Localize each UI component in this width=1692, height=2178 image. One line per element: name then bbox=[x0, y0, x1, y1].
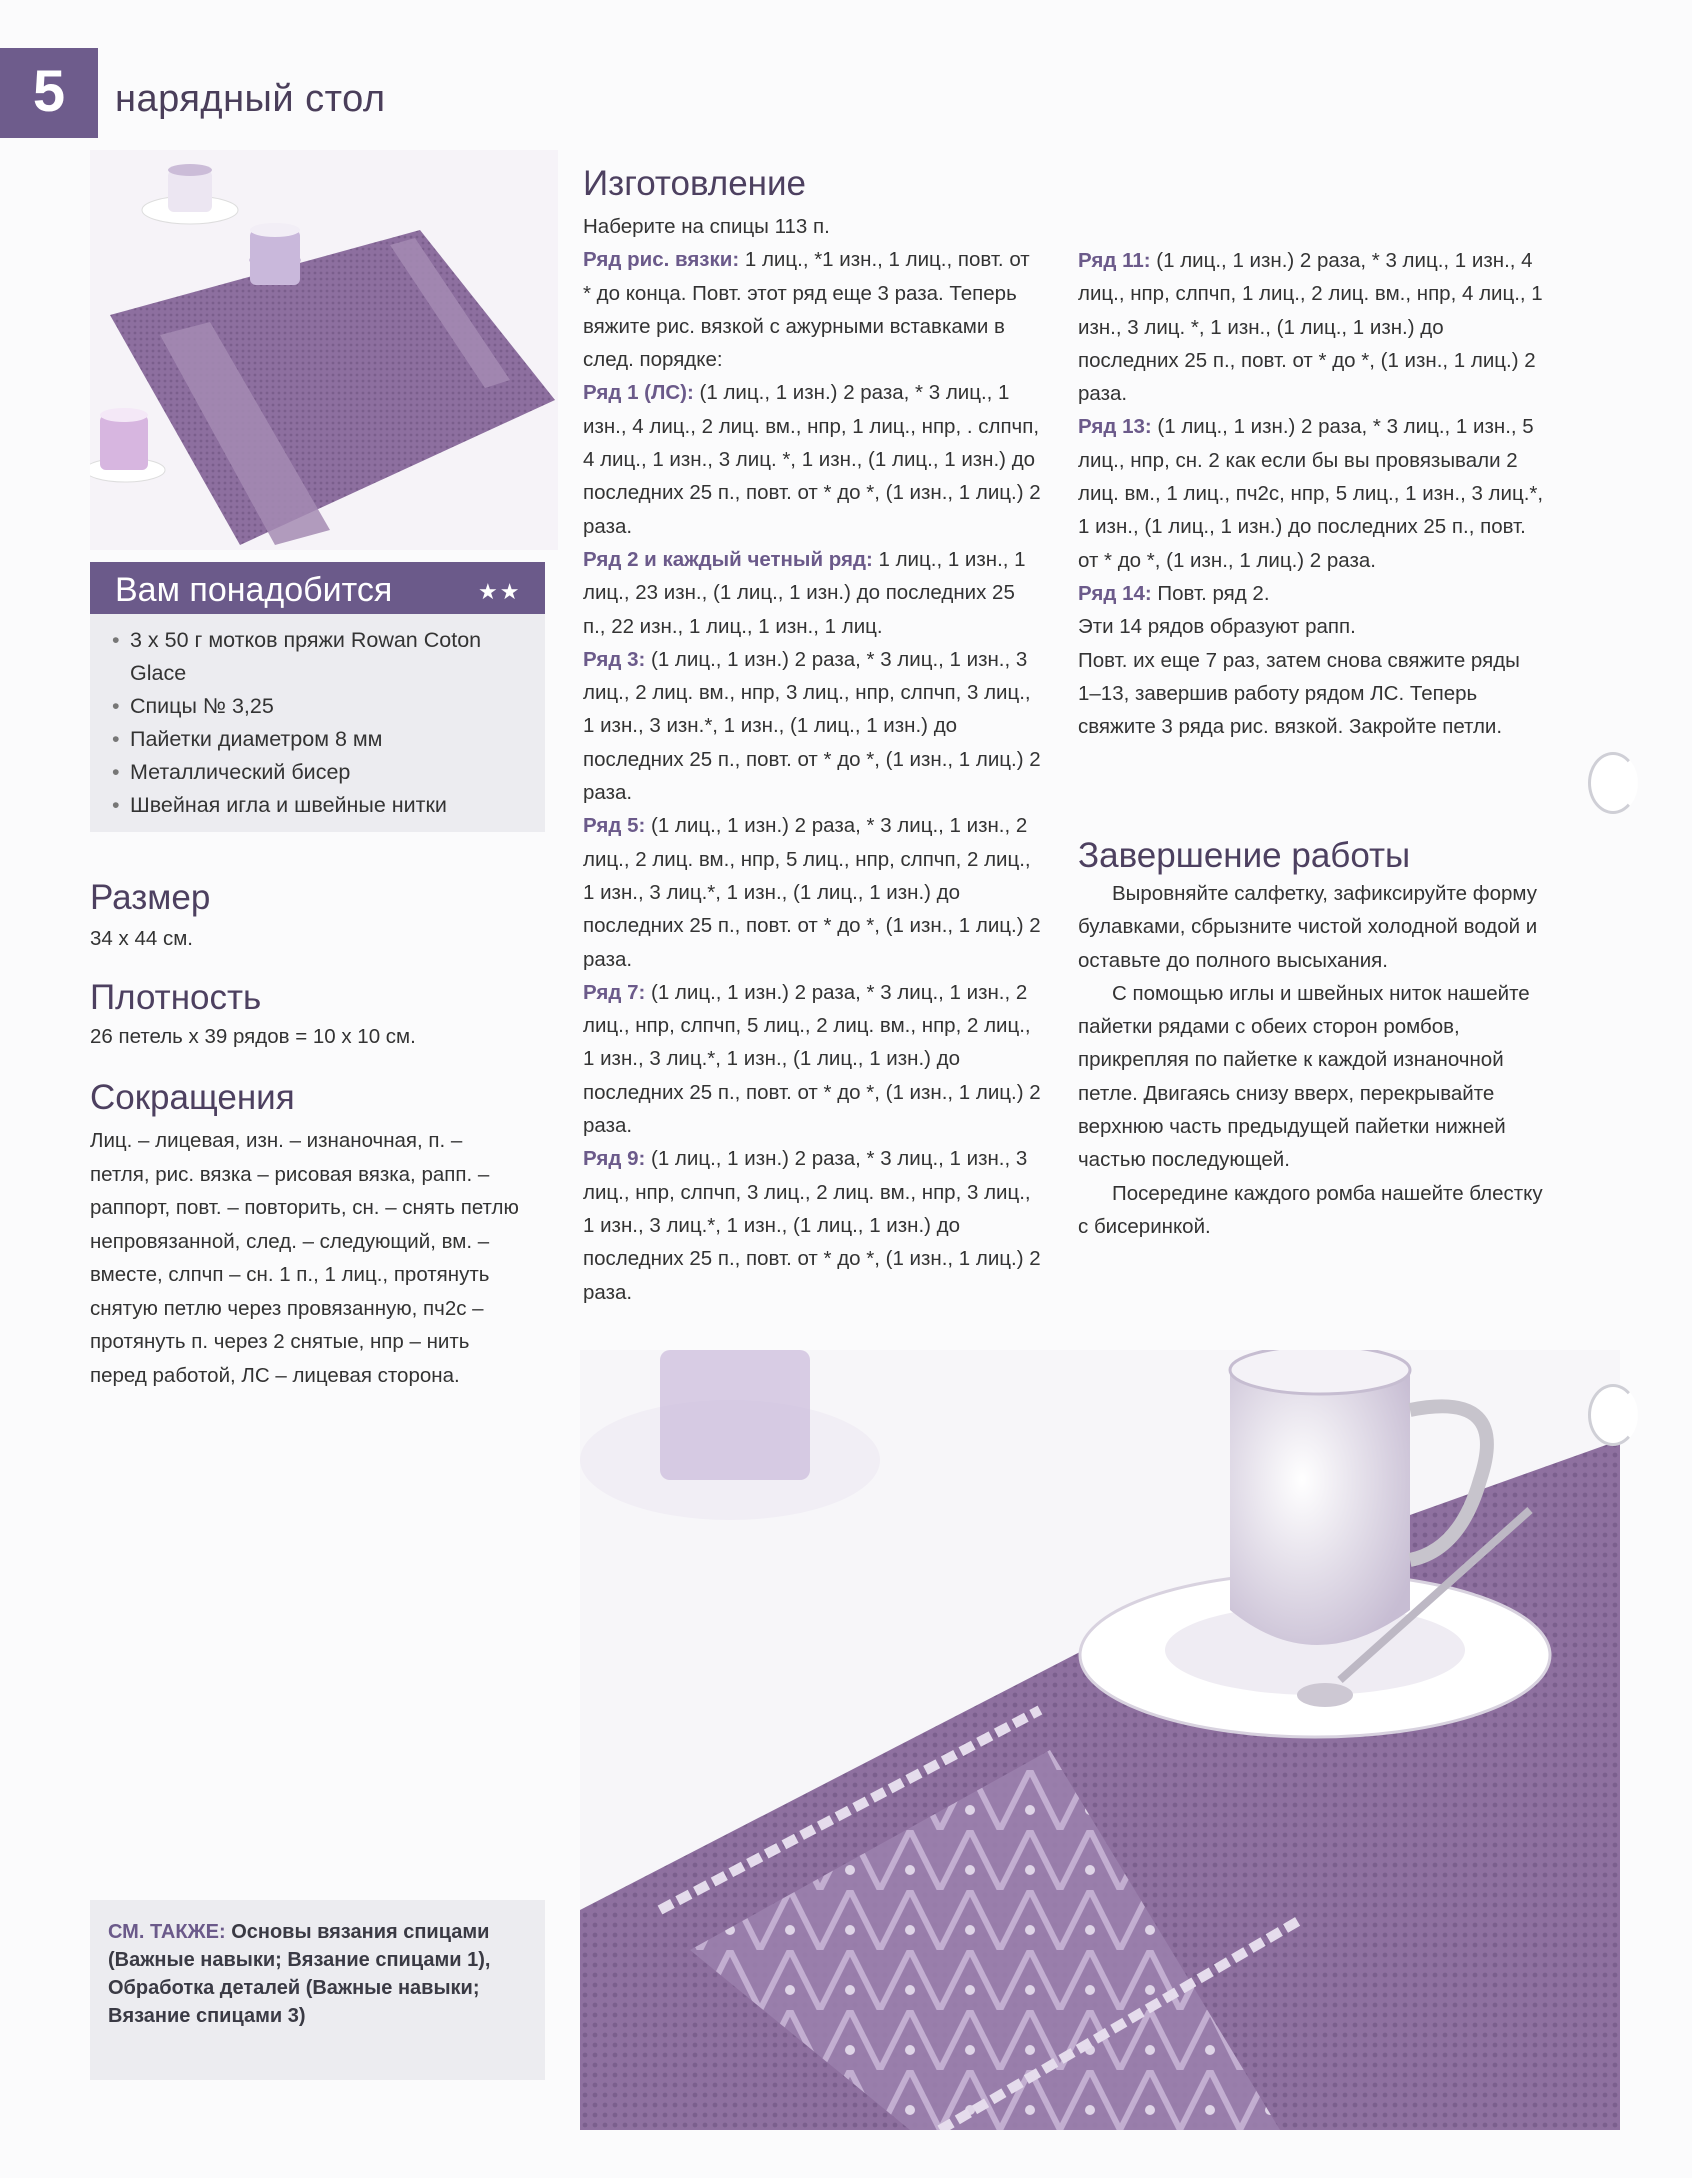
section-title: нарядный стол bbox=[115, 78, 386, 120]
row-text: (1 лиц., 1 изн.) 2 раза, * 3 лиц., 1 изн., 4 лиц., 2 лиц. вм., нпр, 1 лиц., нпр, . слпчп, 4 лиц., 1 изн., 3 лиц. *, 1 изн., (1 лиц., 1 изн.) до последних 25 п., повт. от * до *, (1 изн., 1 лиц.) 2 раза. bbox=[583, 381, 1041, 538]
gauge-heading: Плотность bbox=[90, 978, 262, 1017]
row-text: (1 лиц., 1 изн.) 2 раза, * 3 лиц., 1 изн., 2 лиц., 2 лиц. вм., нпр, 5 лиц., нпр, слпчп, 2 лиц., 1 изн., 3 лиц.*, 1 изн., (1 лиц., 1 изн.) до последних 25 п., повт. от * до *, (1 изн., 1 лиц.) 2 раза. bbox=[583, 814, 1041, 971]
small-photo bbox=[90, 150, 558, 550]
row-label: Ряд 9: bbox=[583, 1147, 646, 1171]
row-label: Ряд 3: bbox=[583, 647, 646, 671]
row-label: Ряд 5: bbox=[583, 814, 646, 838]
instruction-row bbox=[583, 1142, 1043, 1308]
row-text: (1 лиц., 1 изн.) 2 раза, * 3 лиц., 1 изн., 4 лиц., нпр, слпчп, 1 лиц., 2 лиц. вм., нпр, 4 лиц., 1 изн., 3 лиц. *, 1 изн., (1 лиц., 1 изн.) до последних 25 п., повт. от * до *, (1 изн., 1 лиц.) 2 раза. bbox=[1078, 249, 1543, 406]
placemat-detail-illustration bbox=[580, 1350, 1620, 2130]
row-text: 1 лиц., 1 изн., 1 лиц., 23 изн., (1 лиц., 1 изн.) до последних 25 п., 22 изн., 1 лиц., 1 изн., 1 лиц. bbox=[583, 547, 1026, 638]
materials-item: • Швейная игла и швейные нитки bbox=[108, 789, 538, 822]
abbreviations-text: Лиц. – лицевая, изн. – изнаночная, п. – петля, рис. вязка – рисовая вязка, рапп. – раппорт, повт. – повторить, сн. – снять петлю непровязанной, след. – следующий, вм. – вместе, слпчп – сн. 1 п., 1 лиц., протянуть снятую петлю через провязанную, пч2с – протянуть п. через 2 снятые, нпр – нить перед работой, ЛС – лицевая сторона. bbox=[90, 1129, 519, 1387]
see-also-label: СМ. ТАКЖЕ: bbox=[108, 1921, 226, 1943]
instruction-row bbox=[1078, 577, 1548, 610]
abbreviations-heading: Сокращения bbox=[90, 1078, 295, 1117]
row-label: Ряд 1 (ЛС): bbox=[583, 381, 694, 405]
materials-title: Вам понадобится bbox=[115, 571, 393, 609]
row-text: (1 лиц., 1 изн.) 2 раза, * 3 лиц., 1 изн., 5 лиц., нпр, сн. 2 как если бы вы провязывали 2 лиц. вм., 1 лиц., пч2с, нпр, 5 лиц., 1 изн., 3 лиц.*, 1 изн., (1 лиц., 1 изн.) до последних 25 п., повт. от * до *, (1 изн., 1 лиц.) 2 раза. bbox=[1078, 415, 1544, 572]
instruction-row bbox=[1078, 244, 1548, 410]
difficulty-stars-icon: ★★ bbox=[478, 579, 522, 604]
instructions-intro: Наберите на спицы 113 п. bbox=[583, 215, 830, 238]
size-heading: Размер bbox=[90, 878, 211, 917]
row-text: Повт. их еще 7 раз, затем снова свяжите ряды 1–13, завершив работу рядом ЛС. Теперь свяжите 3 ряда рис. вязкой. Закройте петли. bbox=[1078, 648, 1520, 739]
row-text: (1 лиц., 1 изн.) 2 раза, * 3 лиц., 1 изн., 3 лиц., нпр, слпчп, 3 лиц., 2 лиц. вм., нпр, 3 лиц., 1 изн., 3 лиц.*, 1 изн., (1 лиц., 1 изн.) до последних 25 п., повт. от * до *, (1 изн., 1 лиц.) 2 раза. bbox=[583, 1147, 1041, 1304]
see-also-body: Основы вязания спицами (Важные навыки; Вязание спицами 1), Обработка деталей (Важные навыки; Вязание спицами 3) bbox=[108, 1921, 491, 2027]
instruction-row bbox=[583, 809, 1043, 975]
instructions-column-1 bbox=[583, 210, 1043, 1309]
instruction-row bbox=[583, 643, 1043, 809]
instruction-row bbox=[1078, 644, 1548, 744]
materials-item: • Металлический бисер bbox=[108, 756, 538, 789]
materials-item: • Пайетки диаметром 8 мм bbox=[108, 723, 538, 756]
materials-item: • Спицы № 3,25 bbox=[108, 690, 538, 723]
instruction-row bbox=[1078, 410, 1548, 576]
binder-hole-icon bbox=[1588, 752, 1638, 814]
finishing-text bbox=[1078, 877, 1548, 1243]
row-label: Ряд 7: bbox=[583, 980, 646, 1004]
instructions-column-2 bbox=[1078, 244, 1548, 743]
finishing-heading: Завершение работы bbox=[1078, 836, 1411, 875]
row-label: Ряд рис. вязки: bbox=[583, 248, 740, 272]
finishing-paragraph: С помощью иглы и швейных ниток нашейте пайетки рядами с обеих сторон ромбов, прикрепляя по пайетке к каждой изнаночной петле. Двигаясь снизу вверх, перекрывайте верхнюю часть предыдущей пайетки нижней частью последующей. bbox=[1078, 981, 1530, 1172]
large-photo bbox=[580, 1350, 1620, 2130]
see-also-text bbox=[108, 1918, 528, 2030]
row-label: Ряд 2 и каждый четный ряд: bbox=[583, 547, 873, 571]
gauge-value: 26 петель х 39 рядов = 10 х 10 см. bbox=[90, 1025, 416, 1048]
finishing-paragraph: Выровняйте салфетку, зафиксируйте форму булавками, сбрызните чистой холодной водой и оставьте до полного высыхания. bbox=[1078, 882, 1538, 972]
row-text: Повт. ряд 2. bbox=[1151, 581, 1270, 605]
making-heading: Изготовление bbox=[583, 164, 807, 203]
row-label: Ряд 13: bbox=[1078, 415, 1152, 439]
size-value: 34 х 44 см. bbox=[90, 927, 193, 950]
instruction-row bbox=[1078, 610, 1548, 643]
row-label: Ряд 11: bbox=[1078, 249, 1151, 272]
binder-hole-icon bbox=[1588, 1384, 1638, 1446]
row-text: (1 лиц., 1 изн.) 2 раза, * 3 лиц., 1 изн., 2 лиц., нпр, слпчп, 5 лиц., 2 лиц. вм., нпр, 2 лиц., 1 изн., 3 лиц.*, 1 изн., (1 лиц., 1 изн.) до последних 25 п., повт. от * до *, (1 изн., 1 лиц.) 2 раза. bbox=[583, 980, 1041, 1138]
materials-item: • 3 х 50 г мотков пряжи Rowan Coton Glace bbox=[108, 624, 538, 690]
instruction-row bbox=[583, 243, 1043, 376]
row-label: Ряд 14: bbox=[1078, 581, 1152, 605]
instruction-row bbox=[583, 376, 1043, 542]
row-text: Эти 14 рядов образуют рапп. bbox=[1078, 615, 1356, 639]
materials-list bbox=[108, 624, 538, 822]
placemat-photo-illustration bbox=[90, 150, 558, 550]
instruction-row bbox=[583, 976, 1043, 1142]
instruction-row bbox=[583, 543, 1043, 643]
row-text: (1 лиц., 1 изн.) 2 раза, * 3 лиц., 1 изн., 3 лиц., 2 лиц. вм., нпр, 3 лиц., нпр, слпчп, 3 лиц., 1 изн., 3 изн.*, 1 изн., (1 лиц., 1 изн.) до последних 25 п., повт. от * до *, (1 изн., 1 лиц.) 2 раза. bbox=[583, 647, 1041, 805]
page-number: 5 bbox=[32, 59, 66, 124]
finishing-paragraph: Посередине каждого ромба нашейте блестку с бисеринкой. bbox=[1078, 1181, 1543, 1238]
row-text: 1 лиц., *1 изн., 1 лиц., повт. от * до конца. Повт. этот ряд еще 3 раза. Теперь вяжите рис. вязкой с ажурными вставками в след. порядке: bbox=[583, 248, 1030, 372]
